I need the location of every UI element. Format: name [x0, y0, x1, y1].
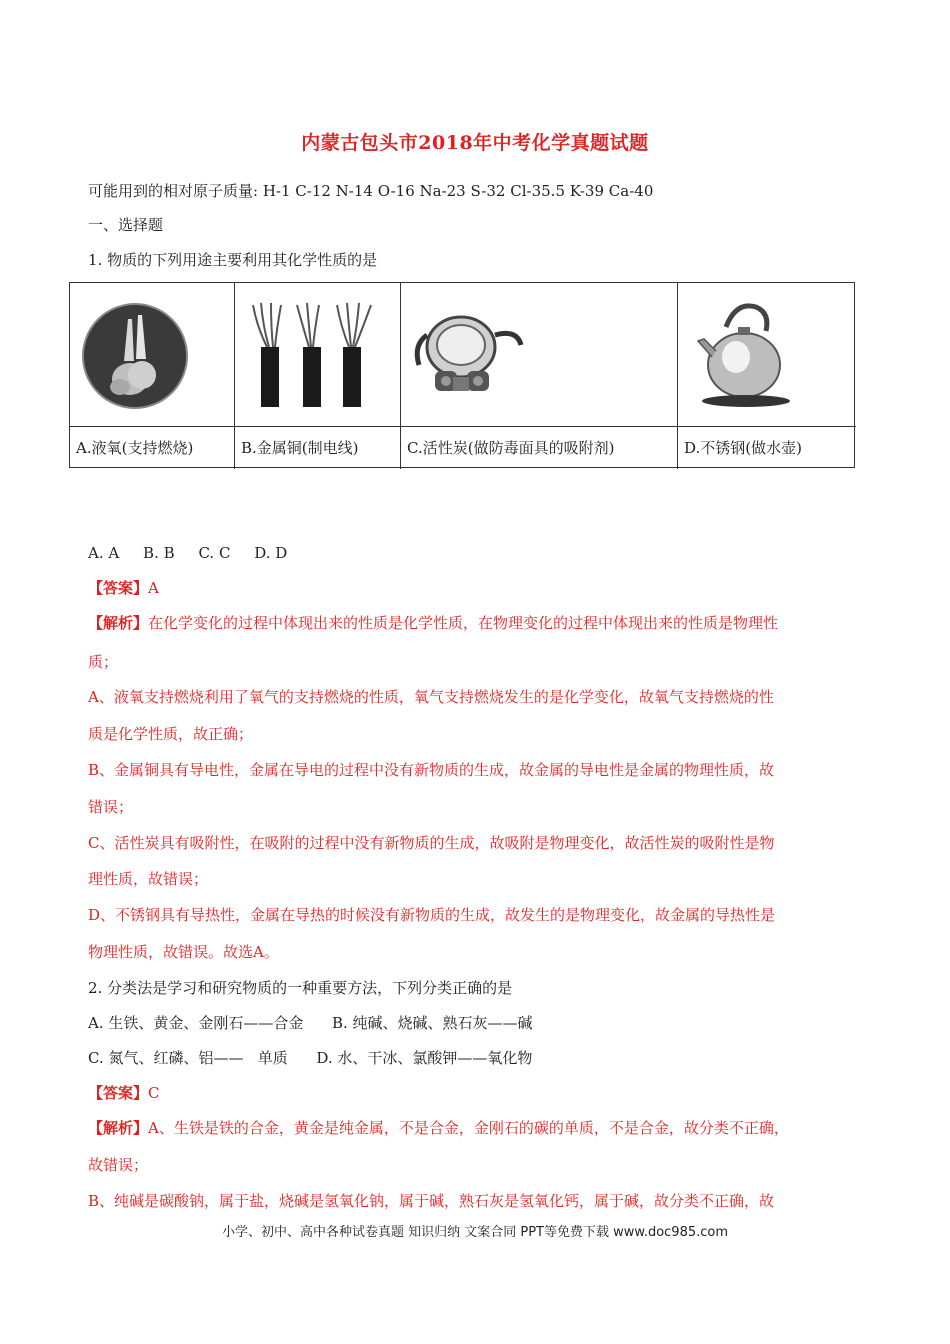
atomic-mass-line: 可能用到的相对原子质量: H-1 C-12 N-14 O-16 Na-23 S-32 Cl-35.5 K-39 Ca-40 [88, 182, 654, 200]
options-table [69, 282, 855, 468]
option-label-d: D.不锈钢(做水壶) [684, 439, 802, 457]
answer-value: C [148, 1084, 160, 1102]
analysis-line: 物理性质，故错误。故选A。 [88, 943, 279, 961]
analysis-tag: 【解析】 [88, 1119, 149, 1137]
answer-tag: 【答案】 [88, 579, 149, 597]
page-title: 内蒙古包头市2018年中考化学真题试题 [301, 132, 649, 154]
analysis-line: 理性质，故错误； [88, 870, 209, 888]
copper-wire-image [245, 297, 385, 412]
question-2-stem: 2. 分类法是学习和研究物质的一种重要方法，下列分类正确的是 [88, 979, 513, 997]
analysis-line: 错误； [88, 798, 134, 816]
option-label-b: B.金属铜(制电线) [235, 427, 401, 469]
rocket-launch-image [80, 301, 190, 411]
analysis-line [88, 1117, 868, 1139]
section-heading: 一、选择题 [88, 216, 164, 234]
analysis-line: 质； [88, 653, 119, 671]
question-1-choices: A. A B. B C. C D. D [88, 544, 288, 562]
image-cell-d [678, 283, 856, 427]
option-label-a: A.液氧(支持燃烧) [70, 427, 235, 469]
analysis-line: D、不锈钢具有导热性，金属在导热的时候没有新物质的生成，故发生的是物理变化，故金属的导热性是 [88, 906, 776, 924]
analysis-line [88, 612, 868, 634]
analysis-line: 故错误； [88, 1156, 149, 1174]
analysis-tag: 【解析】 [88, 614, 149, 632]
question-2-options-cd: C. 氮气、红磷、铝—— 单质 D. 水、干冰、氯酸钾——氧化物 [88, 1049, 533, 1067]
answer-value: A [148, 579, 159, 597]
analysis-text: A、生铁是铁的合金，黄金是纯金属，不是合金，金刚石的碳的单质，不是合金，故分类不正确， [148, 1119, 789, 1137]
question-2-options-ab: A. 生铁、黄金、金刚石——合金 B. 纯碱、烧碱、熟石灰——碱 [88, 1014, 533, 1032]
option-label-c: C.活性炭(做防毒面具的吸附剂) [401, 427, 678, 469]
analysis-text: 在化学变化的过程中体现出来的性质是化学性质，在物理变化的过程中体现出来的性质是物理性 [148, 614, 779, 632]
analysis-line: B、纯碱是碳酸钠，属于盐，烧碱是氢氧化钠，属于碱，熟石灰是氢氧化钙，属于碱，故分类不正确，故 [88, 1192, 775, 1210]
analysis-line: 质是化学性质，故正确； [88, 725, 254, 743]
question-1-stem: 1. 物质的下列用途主要利用其化学性质的是 [88, 251, 378, 269]
analysis-line: C、活性炭具有吸附性，在吸附的过程中没有新物质的生成，故吸附是物理变化，故活性炭的吸附性是物 [88, 834, 775, 852]
question-1-answer [88, 577, 868, 599]
page-footer: 小学、初中、高中各种试卷真题 知识归纳 文案合同 PPT等免费下载 www.doc985.com [221, 1225, 729, 1240]
kettle-image [696, 297, 796, 413]
image-cell-c [401, 283, 678, 427]
question-2-answer [88, 1082, 868, 1104]
analysis-line: B、金属铜具有导电性，金属在导电的过程中没有新物质的生成，故金属的导电性是金属的物理性质，故 [88, 761, 775, 779]
gas-mask-image [409, 305, 529, 405]
answer-tag: 【答案】 [88, 1084, 149, 1102]
image-cell-b [235, 283, 401, 427]
analysis-line: A、液氧支持燃烧利用了氧气的支持燃烧的性质，氧气支持燃烧发生的是化学变化，故氧气支持燃烧的性 [88, 688, 774, 706]
image-cell-a [70, 283, 235, 427]
